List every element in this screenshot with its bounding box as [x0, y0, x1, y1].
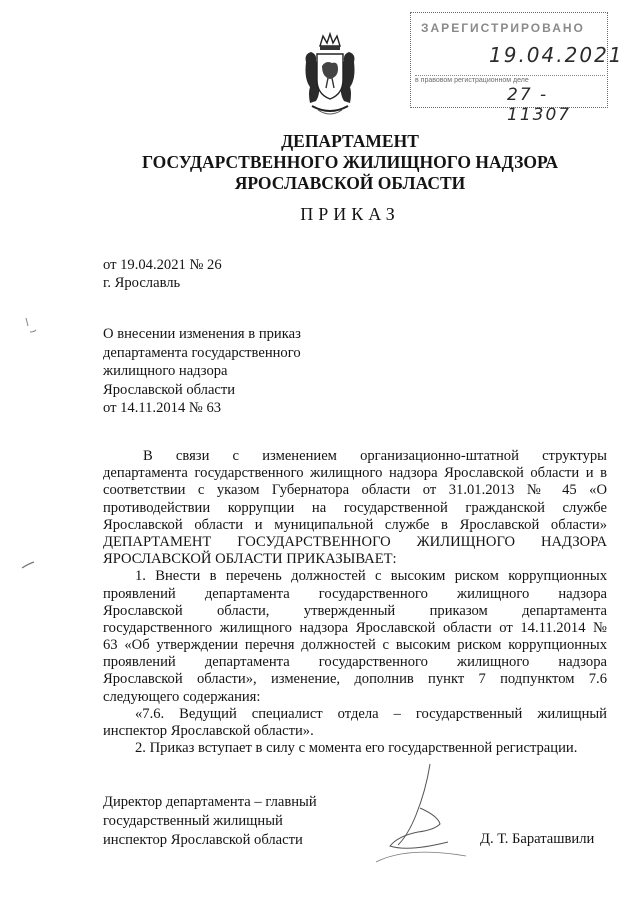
body-line: ЯРОСЛАВСКОЙ ОБЛАСТИ ПРИКАЗЫВАЕТ:: [103, 551, 397, 568]
body-line: инспектор Ярославской области».: [103, 723, 314, 739]
subject-line: Ярославской области: [103, 381, 236, 398]
subject-line: от 14.11.2014 № 63: [103, 400, 222, 416]
body-line: проявлений департамента государственного жилищного надзора: [103, 654, 607, 671]
handwritten-signature: [368, 760, 478, 865]
body-line: департамента государственного жилищного надзора Ярославской области и в: [103, 465, 607, 482]
body-line: Ярославской области и муниципальной службе в Ярославской области»: [103, 516, 607, 533]
body-line: соответствии с указом Губернатора области от 31.01.2013 № 45 «О: [103, 482, 607, 499]
margin-marks: [0, 300, 60, 600]
subject-line: жилищного надзора: [103, 363, 228, 379]
body-line: 1. Внести в перечень должностей с высоким риском коррупционных: [135, 568, 607, 585]
department-title-line-3: ЯРОСЛАВСКОЙ ОБЛАСТИ: [234, 173, 466, 193]
order-subject: [103, 325, 343, 418]
body-line: государственного жилищного надзора Ярославской области от 14.11.2014 №: [103, 619, 607, 636]
body-line: проявлений департамента государственного жилищного надзора: [103, 585, 607, 602]
body-line: противодействии коррупции на государственной гражданской службе: [103, 499, 607, 516]
order-city: г. Ярославль: [103, 275, 181, 291]
department-title-line-2: ГОСУДАРСТВЕННОГО ЖИЛИЩНОГО НАДЗОРА: [141, 152, 559, 172]
signatory-position: [103, 793, 363, 849]
body-line: ДЕПАРТАМЕНТ ГОСУДАРСТВЕННОГО ЖИЛИЩНОГО НАДЗОРА: [103, 533, 607, 550]
body-line: Ярославской области», изменение, дополнив пункт 7 подпунктом 7.6: [103, 671, 607, 688]
coat-of-arms-emblem: [300, 32, 360, 122]
stamp-date: 19.04.2021: [489, 43, 624, 67]
body-line: 2. Приказ вступает в силу с момента его государственной регистрации.: [135, 740, 578, 757]
position-line: инспектор Ярославской области: [103, 831, 303, 848]
body-line: следующего содержания:: [103, 688, 261, 705]
stamp-registration-number: 27 - 11307: [507, 85, 572, 125]
stamp-title: ЗАРЕГИСТРИРОВАНО: [421, 21, 585, 35]
stamp-registry-line: в правовом регистрационном деле: [415, 75, 605, 84]
signatory-name: Д. Т. Бараташвили: [480, 831, 595, 847]
order-date-number: от 19.04.2021 № 26: [103, 257, 222, 273]
subject-line: департамента государственного: [103, 344, 301, 361]
body-line: Ярославской области, утвержденный приказом департамента: [103, 602, 607, 619]
document-type-title: ПРИКАЗ: [300, 204, 400, 224]
order-body: [103, 447, 607, 756]
subject-line: О внесении изменения в приказ: [103, 326, 301, 342]
position-line: государственный жилищный: [103, 812, 283, 829]
registration-stamp: [410, 12, 624, 125]
body-line: «7.6. Ведущий специалист отдела – государственный жилищный: [135, 705, 607, 722]
department-title-line-1: ДЕПАРТАМЕНТ: [281, 131, 419, 151]
body-line: В связи с изменением организационно-штатной структуры: [143, 448, 607, 464]
position-line: Директор департамента – главный: [103, 794, 317, 810]
body-line: 63 «Об утверждении перечня должностей с высоким риском коррупционных: [103, 637, 607, 654]
